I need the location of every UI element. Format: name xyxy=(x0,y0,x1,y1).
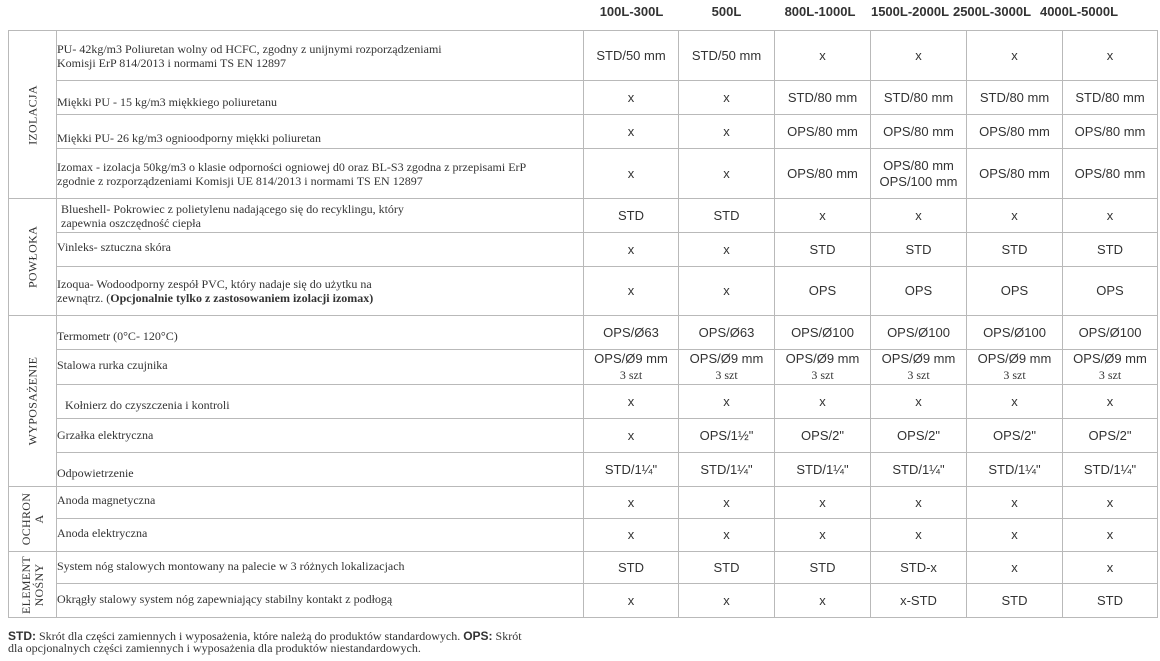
table-cell: STD xyxy=(775,552,871,584)
footnote xyxy=(8,630,628,654)
row-description: Stalowa rurka czujnika xyxy=(57,350,584,385)
table-row xyxy=(9,149,1158,199)
table-cell: OPS/2" xyxy=(775,419,871,453)
table-cell: STD xyxy=(775,233,871,267)
row-description: Miękki PU - 15 kg/m3 miękkiego poliuretanu xyxy=(57,81,584,115)
table-row xyxy=(9,487,1158,519)
table-row xyxy=(9,419,1158,453)
table-cell: OPS xyxy=(1063,267,1158,316)
group-element-nosny xyxy=(9,552,57,618)
table-cell: OPS/Ø100 xyxy=(871,316,967,350)
table-row xyxy=(9,81,1158,115)
table-cell: STD/1¼" xyxy=(967,453,1063,487)
table-cell: OPS xyxy=(871,267,967,316)
table-cell: x xyxy=(584,81,679,115)
table-cell: x xyxy=(775,584,871,618)
table-row xyxy=(9,552,1158,584)
row-description: Termometr (0°C- 120°C) xyxy=(57,316,584,350)
table-cell: x xyxy=(584,584,679,618)
table-cell: x xyxy=(1063,31,1158,81)
table-row xyxy=(9,584,1158,618)
table-cell: OPS/80 mm xyxy=(967,115,1063,149)
table-cell: STD xyxy=(1063,233,1158,267)
table-cell: STD-x xyxy=(871,552,967,584)
table-cell: OPS/Ø9 mm 3 szt xyxy=(775,350,871,385)
table-cell: x xyxy=(967,31,1063,81)
table-cell: x xyxy=(679,519,775,552)
table-cell: x xyxy=(1063,552,1158,584)
table-cell: STD xyxy=(871,233,967,267)
table-cell: OPS/Ø9 mm 3 szt xyxy=(871,350,967,385)
row-description: Kołnierz do czyszczenia i kontroli xyxy=(57,385,584,419)
group-label: WYPOSAŻENIE xyxy=(25,356,39,446)
table-cell: x xyxy=(584,149,679,199)
table-cell: x xyxy=(871,31,967,81)
table-cell: x xyxy=(871,199,967,233)
table-row xyxy=(9,453,1158,487)
table-cell: OPS/80 mm xyxy=(1063,149,1158,199)
column-header: 4000L-5000L xyxy=(1039,4,1119,19)
table-cell: OPS/80 mm xyxy=(1063,115,1158,149)
table-cell: OPS/Ø63 xyxy=(584,316,679,350)
table-cell: x xyxy=(584,519,679,552)
table-cell: STD/50 mm xyxy=(584,31,679,81)
table-cell: x xyxy=(871,519,967,552)
table-row xyxy=(9,316,1158,350)
footnote-ops-text: Skrót xyxy=(492,629,522,643)
table-cell: x xyxy=(679,149,775,199)
table-row xyxy=(9,385,1158,419)
table-cell: x xyxy=(775,487,871,519)
table-cell: STD/1¼" xyxy=(1063,453,1158,487)
table-row xyxy=(9,519,1158,552)
group-powloka xyxy=(9,199,57,316)
table-cell: STD xyxy=(584,552,679,584)
column-header: 1500L-2000L xyxy=(870,4,950,19)
table-cell: x xyxy=(584,419,679,453)
table-cell: x xyxy=(775,519,871,552)
table-row xyxy=(9,350,1158,385)
table-cell: STD xyxy=(967,233,1063,267)
table-cell: x xyxy=(1063,385,1158,419)
table-cell: x xyxy=(679,385,775,419)
table-cell: x xyxy=(679,233,775,267)
table-cell: OPS/Ø63 xyxy=(679,316,775,350)
table-cell: x xyxy=(679,81,775,115)
column-header-row xyxy=(0,0,1160,26)
table-cell: STD/1¼" xyxy=(775,453,871,487)
row-description: Okrągły stalowy system nóg zapewniający stabilny kontakt z podłogą xyxy=(57,584,584,618)
table-cell: x xyxy=(967,487,1063,519)
table-cell: OPS/Ø9 mm 3 szt xyxy=(967,350,1063,385)
table-cell: x xyxy=(1063,487,1158,519)
table-cell: OPS/Ø9 mm 3 szt xyxy=(1063,350,1158,385)
table-cell: x xyxy=(871,385,967,419)
group-label: ELEMENT NOŚNY xyxy=(18,555,46,614)
table-cell: x xyxy=(775,31,871,81)
group-ochrona xyxy=(9,487,57,552)
table-cell: x xyxy=(679,115,775,149)
footnote-std-text: Skrót dla części zamiennych i wyposażenia, które należą do produktów standardowych. xyxy=(36,629,464,643)
table-cell: STD/80 mm xyxy=(967,81,1063,115)
row-description: Odpowietrzenie xyxy=(57,453,584,487)
table-cell: x xyxy=(967,552,1063,584)
table-cell: x xyxy=(871,487,967,519)
row-description: Blueshell- Pokrowiec z polietylenu nadającego się do recyklingu, który zapewnia oszczędność ciepła xyxy=(57,199,584,233)
group-izolacja xyxy=(9,31,57,199)
table-cell: OPS/Ø9 mm 3 szt xyxy=(679,350,775,385)
table-cell: STD xyxy=(1063,584,1158,618)
table-cell: x xyxy=(967,385,1063,419)
table-cell: OPS/80 mm xyxy=(967,149,1063,199)
table-cell: OPS/2" xyxy=(1063,419,1158,453)
column-header: 100L-300L xyxy=(599,4,664,19)
table-cell: OPS/80 mm xyxy=(775,149,871,199)
table-cell: STD xyxy=(967,584,1063,618)
table-cell: OPS/80 mm OPS/100 mm xyxy=(871,149,967,199)
table-cell: x xyxy=(584,267,679,316)
group-label: OCHRON A xyxy=(18,492,46,546)
table-cell: STD/1¼" xyxy=(871,453,967,487)
footnote-ops-key: OPS: xyxy=(463,629,493,643)
column-header: 500L xyxy=(711,4,742,19)
group-label: IZOLACJA xyxy=(25,84,39,145)
table-cell: x xyxy=(1063,519,1158,552)
row-description: Anoda magnetyczna xyxy=(57,487,584,519)
table-cell: STD/80 mm xyxy=(871,81,967,115)
table-cell: x xyxy=(679,584,775,618)
table-cell: x-STD xyxy=(871,584,967,618)
table-cell: x xyxy=(584,115,679,149)
row-description: Grzałka elektryczna xyxy=(57,419,584,453)
table-cell: OPS/2" xyxy=(967,419,1063,453)
table-cell: x xyxy=(584,487,679,519)
table-cell: x xyxy=(679,267,775,316)
group-wyposazenie xyxy=(9,316,57,487)
row-description: System nóg stalowych montowany na palecie w 3 różnych lokalizacjach xyxy=(57,552,584,584)
table-cell: OPS/2" xyxy=(871,419,967,453)
table-cell: OPS/Ø100 xyxy=(967,316,1063,350)
table-cell: OPS/Ø100 xyxy=(1063,316,1158,350)
table-cell: x xyxy=(967,199,1063,233)
table-cell: OPS/80 mm xyxy=(871,115,967,149)
footnote-std-key: STD: xyxy=(8,629,36,643)
row-description: Vinleks- sztuczna skóra xyxy=(57,233,584,267)
row-description: PU- 42kg/m3 Poliuretan wolny od HCFC, zgodny z unijnymi rozporządzeniami Komisji ErP 814/2013 i normami TS EN 12897 xyxy=(57,31,584,81)
table-cell: x xyxy=(775,199,871,233)
group-label: POWŁOKA xyxy=(25,225,39,289)
table-cell: STD/80 mm xyxy=(775,81,871,115)
column-header: 800L-1000L xyxy=(784,4,856,19)
table-row xyxy=(9,199,1158,233)
table-cell: STD/50 mm xyxy=(679,31,775,81)
table-row xyxy=(9,267,1158,316)
table-cell: OPS xyxy=(775,267,871,316)
table-cell: x xyxy=(679,487,775,519)
table-cell: STD xyxy=(679,552,775,584)
table-cell: x xyxy=(584,233,679,267)
row-description: Anoda elektryczna xyxy=(57,519,584,552)
table-row xyxy=(9,31,1158,81)
table-cell: OPS/Ø9 mm 3 szt xyxy=(584,350,679,385)
row-description: Miękki PU- 26 kg/m3 ognioodporny miękki poliuretan xyxy=(57,115,584,149)
table-cell: OPS/Ø100 xyxy=(775,316,871,350)
table-row xyxy=(9,115,1158,149)
table-cell: OPS/80 mm xyxy=(775,115,871,149)
row-description: Izoqua- Wodoodporny zespół PVC, który nadaje się do użytku na zewnątrz. (Opcjonalnie tylko z zastosowaniem izolacji izomax) xyxy=(57,267,584,316)
table-row xyxy=(9,233,1158,267)
table-cell: x xyxy=(967,519,1063,552)
table-cell: x xyxy=(584,385,679,419)
table-cell: x xyxy=(1063,199,1158,233)
table-cell: STD/1¼" xyxy=(679,453,775,487)
table-cell: STD xyxy=(584,199,679,233)
table-cell: OPS/1½" xyxy=(679,419,775,453)
spec-table xyxy=(8,30,1158,618)
table-cell: STD/1¼" xyxy=(584,453,679,487)
table-cell: STD/80 mm xyxy=(1063,81,1158,115)
table-cell: x xyxy=(775,385,871,419)
table-cell: OPS xyxy=(967,267,1063,316)
footnote-line2: dla opcjonalnych części zamiennych i wyposażenia dla produktów niestandardowych. xyxy=(8,641,421,655)
table-cell: STD xyxy=(679,199,775,233)
column-header: 2500L-3000L xyxy=(952,4,1032,19)
row-description: Izomax - izolacja 50kg/m3 o klasie odporności ogniowej d0 oraz BL-S3 zgodna z przepisami ErP zgodnie z rozporządzeniami Komisji UE 814/2013 i normami TS EN 12897 xyxy=(57,149,584,199)
